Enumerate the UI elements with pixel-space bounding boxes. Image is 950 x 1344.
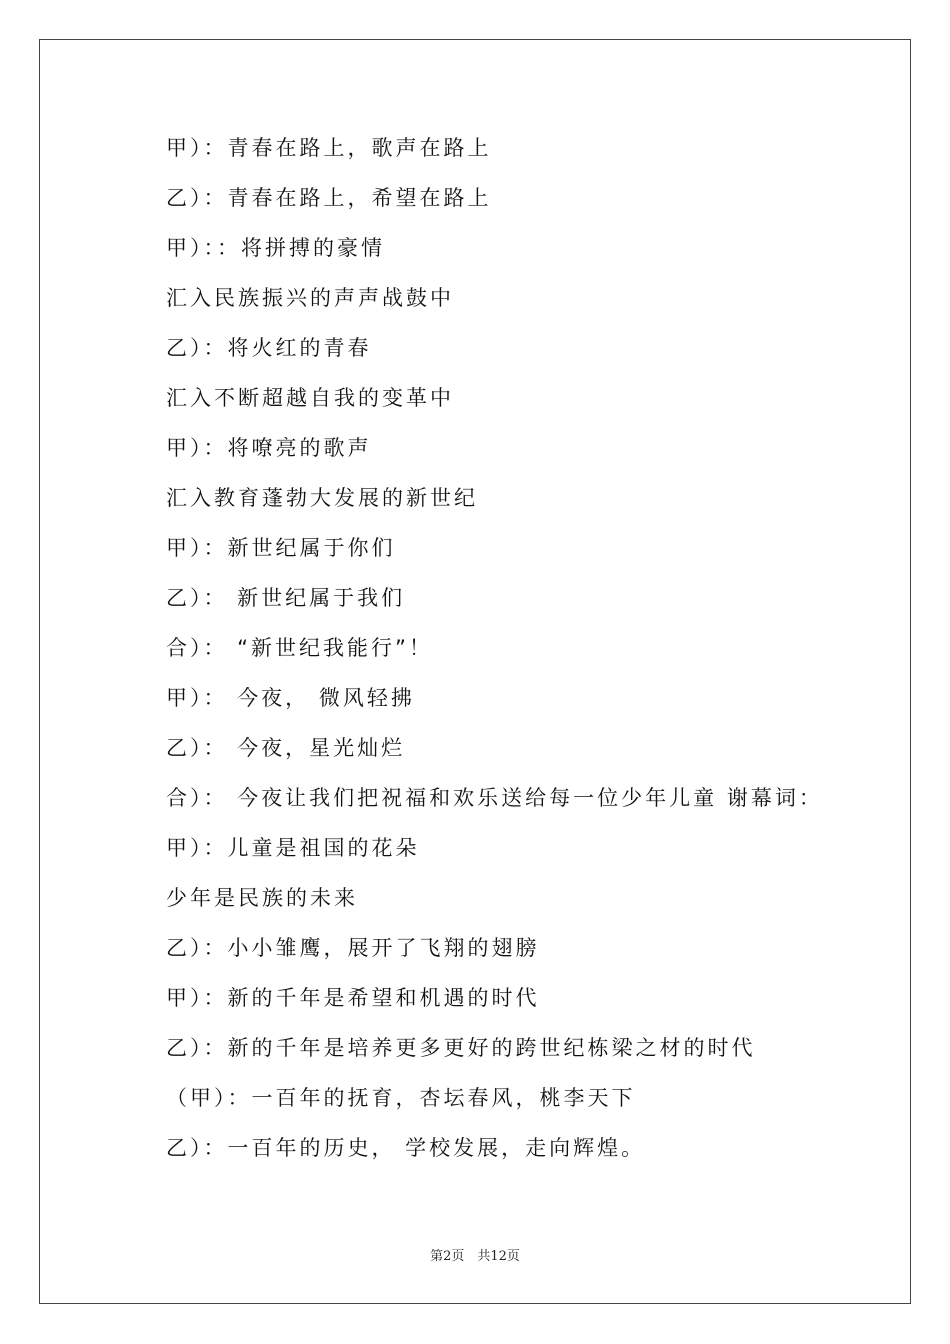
text-line: 乙）： 新世纪属于我们 bbox=[166, 586, 406, 610]
text-line: 甲）：将嘹亮的歌声 bbox=[166, 436, 372, 460]
text-line: 甲）：儿童是祖国的花朵 bbox=[166, 836, 420, 860]
text-line: 乙）：小小雏鹰，展开了飞翔的翅膀 bbox=[166, 936, 540, 960]
text-line: （甲）：一百年的抚育，杏坛春风，桃李天下 bbox=[166, 1086, 636, 1110]
text-line: 少年是民族的未来 bbox=[166, 886, 358, 910]
text-line: 甲）： 今夜， 微风轻拂 bbox=[166, 686, 415, 710]
document-body bbox=[166, 130, 866, 1180]
text-line: 乙）：将火红的青春 bbox=[166, 336, 372, 360]
text-line: 汇入教育蓬勃大发展的新世纪 bbox=[166, 486, 478, 510]
text-line: 乙）：一百年的历史， 学校发展，走向辉煌。 bbox=[166, 1136, 646, 1160]
text-line: 汇入民族振兴的声声战鼓中 bbox=[166, 286, 454, 310]
text-line: 甲）：青春在路上，歌声在路上 bbox=[166, 136, 492, 160]
text-line: 汇入不断超越自我的变革中 bbox=[166, 386, 454, 410]
text-line: 乙）：新的千年是培养更多更好的跨世纪栋梁之材的时代 bbox=[166, 1036, 756, 1060]
text-line: 甲）：：将拼搏的豪情 bbox=[166, 236, 385, 260]
text-line: 乙）： 今夜，星光灿烂 bbox=[166, 736, 406, 760]
text-line: 合）： 今夜让我们把祝福和欢乐送给每一位少年儿童 谢幕词： bbox=[166, 786, 823, 810]
text-line: 甲）：新的千年是希望和机遇的时代 bbox=[166, 986, 540, 1010]
text-line: 甲）：新世纪属于你们 bbox=[166, 536, 396, 560]
page-number-footer: 第2页 共12页 bbox=[430, 1249, 520, 1264]
text-line: 乙）：青春在路上，希望在路上 bbox=[166, 186, 492, 210]
text-line: 合）： “新世纪我能行”！ bbox=[166, 636, 433, 660]
